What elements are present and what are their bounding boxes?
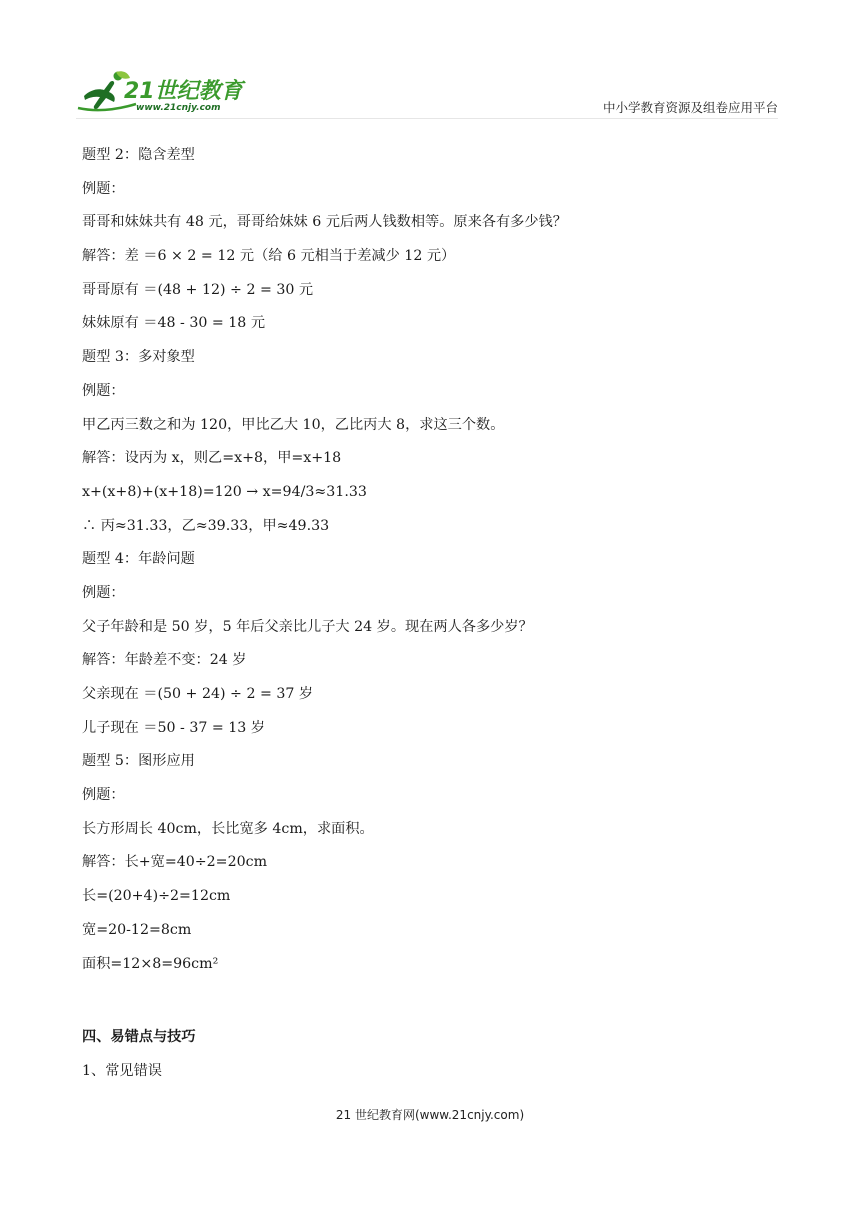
solution-line: 长=(20+4)÷2=12cm (82, 888, 231, 905)
problem-text: 甲乙丙三数之和为 120，甲比乙大 10，乙比丙大 8，求这三个数。 (82, 416, 505, 433)
solution-line: 解答：设丙为 x，则乙=x+8，甲=x+18 (82, 450, 342, 467)
section-heading: 四、易错点与技巧 (82, 1029, 196, 1046)
solution-line: x+(x+8)+(x+18)=120 → x=94/3≈31.33 (82, 483, 367, 500)
page-header (0, 0, 860, 122)
brand-logo (76, 68, 246, 114)
page-footer: 21 世纪教育网(www.21cnjy.com) (335, 1108, 525, 1122)
solution-line: 面积=12×8=96cm² (82, 955, 219, 972)
header-divider (76, 118, 778, 119)
platform-name: 中小学教育资源及组卷应用平台 (602, 100, 778, 115)
solution-line: ∴ 丙≈31.33，乙≈39.33，甲≈49.33 (82, 517, 330, 534)
svg-text:www.21cnjy.com: www.21cnjy.com (136, 103, 221, 113)
solution-line: 父亲现在 ＝(50 + 24) ÷ 2 = 37 岁 (82, 686, 314, 702)
problem-text: 父子年龄和是 50 岁，5 年后父亲比儿子大 24 岁。现在两人各多少岁？ (82, 618, 533, 635)
subsection-heading: 1、常见错误 (82, 1062, 162, 1079)
svg-text:21世纪教育: 21世纪教育 (124, 79, 243, 104)
solution-line: 解答：长+宽=40÷2=20cm (82, 854, 268, 871)
type-3-heading: 题型 3：多对象型 (82, 349, 195, 366)
solution-line: 解答：年龄差不变：24 岁 (82, 652, 247, 669)
solution-line: 儿子现在 ＝50 - 37 = 13 岁 (82, 719, 266, 736)
document-body (82, 139, 782, 1089)
solution-line: 妹妹原有 ＝48 - 30 = 18 元 (82, 315, 266, 332)
solution-line: 解答：差 ＝6 × 2 = 12 元（给 6 元相当于差减少 12 元） (82, 248, 456, 265)
problem-text: 哥哥和妹妹共有 48 元，哥哥给妹妹 6 元后两人钱数相等。原来各有多少钱？ (82, 214, 567, 231)
type-4-heading: 题型 4：年龄问题 (82, 551, 195, 568)
example-label: 例题： (82, 180, 125, 197)
problem-text: 长方形周长 40cm，长比宽多 4cm，求面积。 (82, 820, 374, 837)
solution-line: 哥哥原有 ＝(48 + 12) ÷ 2 = 30 元 (82, 281, 314, 298)
type-2-heading: 题型 2：隐含差型 (82, 147, 195, 163)
section-spacer (82, 981, 782, 1021)
solution-line: 宽=20-12=8cm (82, 921, 192, 938)
type-5-heading: 题型 5：图形应用 (82, 753, 195, 770)
example-label: 例题： (82, 584, 125, 601)
example-label: 例题： (82, 382, 125, 399)
runner-logo-icon (76, 68, 246, 114)
example-label: 例题： (82, 787, 125, 804)
